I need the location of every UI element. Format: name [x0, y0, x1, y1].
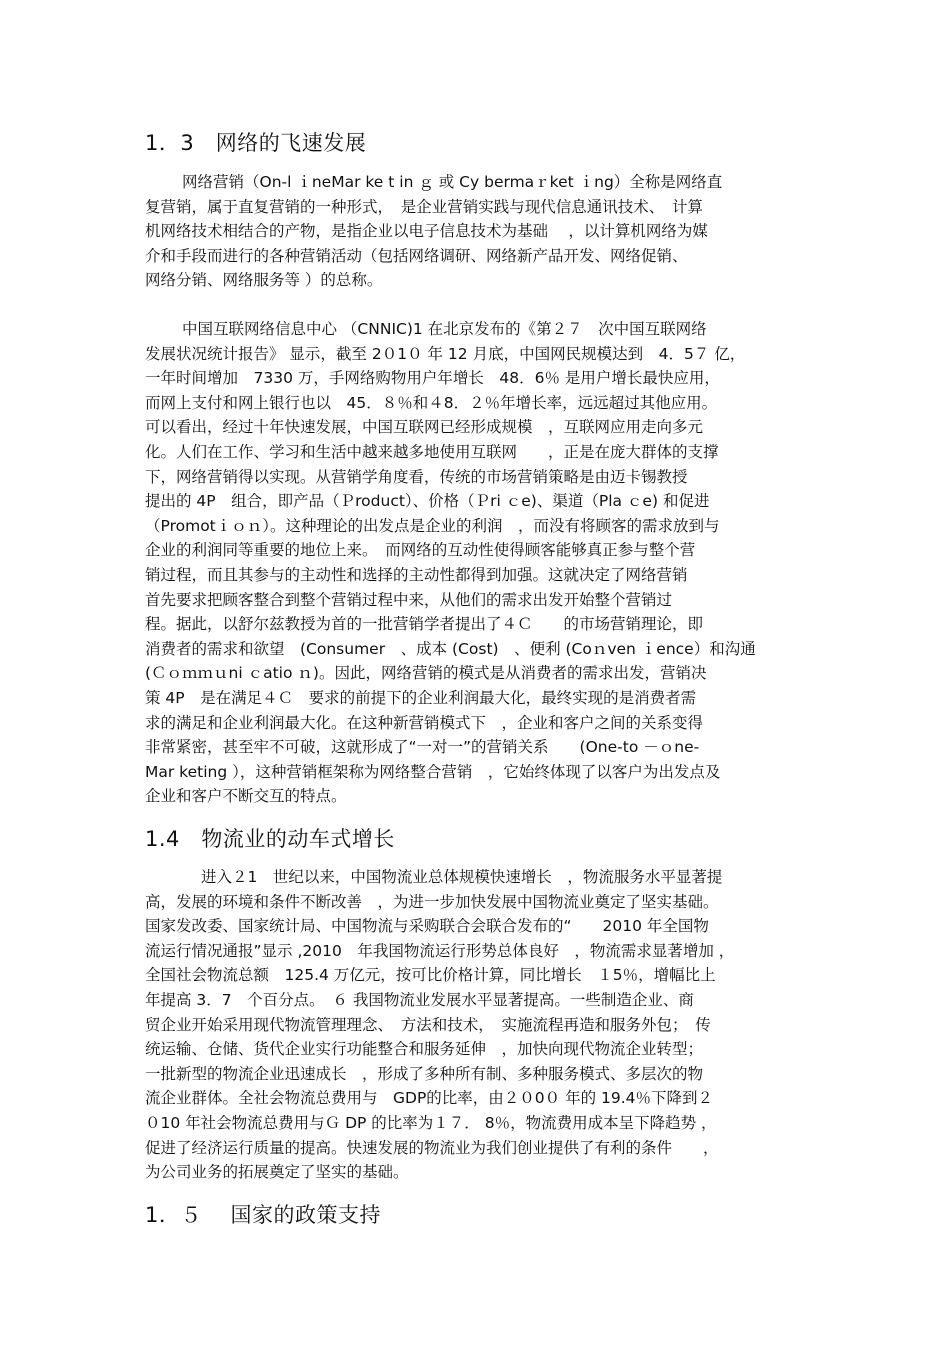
text-line: 机网络技术相结合的产物，是指企业以电子信息技术为基础 ，以计算机网络为媒: [145, 222, 708, 241]
text-line: 网络营销（On-l ｉneMar ke t in ｇ 或 Cy bermaｒket ｉng）全称是网络直: [182, 173, 723, 191]
text-line: 企业的利润同等重要的地位上来。 而网络的互动性使得顾客能够真正参与整个营: [145, 541, 696, 560]
text-line: 消费者的需求和欲望 (Consumer 、成本 (Cost) 、便利 (Coｎven ｉence）和沟通: [145, 639, 756, 658]
text-line: 介和手段而进行的各种营销活动（包括网络调研、网络新产品开发、网络促销、: [145, 246, 688, 265]
text-line: 而网上支付和网上银行也以 45．８％和４8．２％年增长率，远远超过其他应用。: [145, 393, 718, 412]
text-line: 下，网络营销得以实现。从营销学角度看，传统的市场营销策略是由迈卡锡教授: [145, 467, 688, 486]
text-line: 国家发改委、国家统计局、中国物流与采购联合会联合发布的“ 2010 年全国物: [145, 917, 709, 936]
text-line: Mar keting ），这种营销框架称为网络整合营销 ，它始终体现了以客户为出发点及: [145, 762, 721, 781]
text-line: 高，发展的环境和条件不断改善 ，为进一步加快发展中国物流业奠定了坚实基础。: [145, 892, 719, 911]
text-line: 复营销，属于直复营销的一种形式， 是企业营销实践与现代信息通讯技术、 计算: [145, 197, 704, 216]
text-line: 网络分销、网络服务等 ）的总称。: [145, 271, 383, 290]
text-line: 为公司业务的拓展奠定了坚实的基础。: [145, 1163, 409, 1182]
text-line: 发展状况统计报告》 显示，截至 2０1０ 年 12 月底，中国网民规模达到 4．5７ 亿，: [145, 344, 746, 363]
section-heading-1-3: 1．3 网络的飞速发展: [145, 131, 367, 155]
text-line: 流运行情况通报”显示 ,2010 年我国物流运行形势总体良好 ，物流需求显著增加 ，: [145, 941, 735, 960]
text-line: 一批新型的物流企业迅速成长 ，形成了多种所有制、多种服务模式、多层次的物: [145, 1064, 704, 1083]
text-line: 非常紧密，甚至牢不可破，这就形成了“一对一”的营销关系 (One-to －ｏne-: [145, 738, 700, 757]
text-line: 进入２1 世纪以来，中国物流业总体规模快速增长 ，物流服务水平显著提: [201, 868, 723, 886]
text-line: 流企业群体。全社会物流总费用与 GDP的比率，由２０0０ 年的 19.4％下降到２: [145, 1089, 714, 1108]
text-line: 年提高 3．7 个百分点。 ６ 我国物流业发展水平显著提高。一些制造企业、商: [145, 990, 694, 1009]
paragraph-cnnic-report: [145, 317, 815, 809]
text-line: 企业和客户不断交互的特点。: [145, 787, 347, 806]
text-line: 促进了经济运行质量的提高。快速发展的物流业为我们创业提供了有利的条件 ，: [145, 1138, 719, 1157]
text-line: 统运输、仓储、货代企业实行功能整合和服务延伸 ，加快向现代物流企业转型；: [145, 1040, 704, 1059]
text-line: 策 4P 是在满足４Ｃ 要求的前提下的企业利润最大化，最终实现的是消费者需: [145, 688, 697, 707]
text-line: （Promotｉｏｎ）。这种理论的出发点是企业的利润 ，而没有将顾客的需求放到与: [145, 516, 720, 535]
text-line: 程。据此，以舒尔兹教授为首的一批营销学者提出了４Ｃ 的市场营销理论，即: [145, 615, 704, 634]
text-line: 可以看出，经过十年快速发展，中国互联网已经形成规模 ，互联网应用走向多元: [145, 418, 704, 437]
section-heading-1-4: 1.4 物流业的动车式增长: [145, 827, 395, 851]
text-line: 全国社会物流总额 125.4 万亿元，按可比价格计算，同比增长 １5％，增幅比上: [145, 966, 716, 985]
text-line: 提出的 4P 组合，即产品（Ｐroduct）、价格（Ｐri ｃe)、渠道（Pla ｃe) 和促进: [145, 492, 710, 511]
text-line: 化。人们在工作、学习和生活中越来越多地使用互联网 ，正是在庞大群体的支撑: [145, 442, 719, 461]
text-line: 贸企业开始采用现代物流管理理念、 方法和技术， 实施流程再造和服务外包； 传: [145, 1015, 711, 1034]
text-line: 求的满足和企业利润最大化。在这种新营销模式下 ，企业和客户之间的关系变得: [145, 713, 704, 732]
text-line: 中国互联网络信息中心 （CNNIC)1 在北京发布的《第２７ 次中国互联网络: [182, 320, 707, 338]
text-line: 首先要求把顾客整合到整个营销过程中来，从他们的需求出发开始整个营销过: [145, 590, 673, 609]
paragraph-logistics-growth: [145, 865, 815, 1185]
text-line: 销过程，而且其参与的主动性和选择的主动性都得到加强。这就决定了网络营销: [145, 565, 688, 584]
section-heading-1-5: 1．５ 国家的政策支持: [145, 1203, 382, 1227]
text-line: (Ｃｏｍｍｕni ｃatio ｎ)。因此，网络营销的模式是从消费者的需求出发，营销决: [145, 664, 707, 683]
text-line: 一年时间增加 7330 万，手网络购物用户年增长 48．6％ 是用户增长最快应用，: [145, 369, 720, 388]
paragraph-network-marketing: [145, 170, 815, 293]
text-line: ０10 年社会物流总费用与Ｇ DP 的比率为１７． 8％，物流费用成本呈下降趋势 ，: [145, 1113, 717, 1132]
